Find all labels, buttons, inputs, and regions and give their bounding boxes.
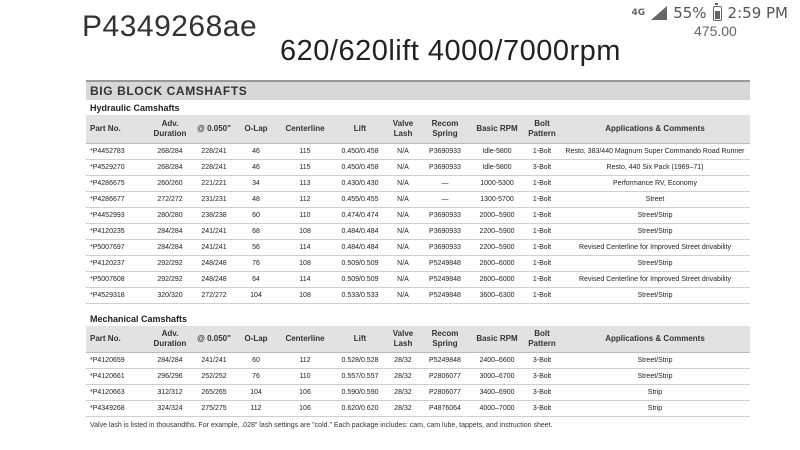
table-cell: 284/284 [148, 239, 192, 255]
table-cell: N/A [386, 159, 420, 175]
table-cell: — [420, 175, 470, 191]
table-cell: 0.455/0.455 [334, 191, 386, 207]
table-cell: 112 [276, 191, 334, 207]
table-cell: 260/260 [148, 175, 192, 191]
mechanical-col-header: @ 0.050" [192, 326, 236, 353]
table-cell: 112 [276, 353, 334, 369]
table-cell: 228/241 [192, 159, 236, 175]
table-cell: 34 [236, 175, 276, 191]
table-cell: Idle-5800 [470, 143, 524, 159]
hydraulic-col-header: O-Lap [236, 115, 276, 143]
table-cell: 272/272 [148, 191, 192, 207]
table-cell: 0.533/0.533 [334, 287, 386, 303]
table-cell: 248/248 [192, 271, 236, 287]
camshaft-catalog [86, 80, 750, 429]
hydraulic-col-header: Valve Lash [386, 115, 420, 143]
table-cell: 108 [276, 287, 334, 303]
part-number-heading: P4349268ae [82, 10, 258, 43]
table-cell: *P4452783 [86, 143, 148, 159]
table-cell: *P4529270 [86, 159, 148, 175]
table-cell: 3-Bolt [524, 385, 560, 401]
table-cell: 56 [236, 239, 276, 255]
table-cell: 1-Bolt [524, 191, 560, 207]
mechanical-col-header: Recom Spring [420, 326, 470, 353]
hydraulic-col-header: Centerline [276, 115, 334, 143]
table-cell: P2806077 [420, 369, 470, 385]
mechanical-section-title: Mechanical Camshafts [90, 313, 188, 324]
table-row [86, 271, 750, 287]
table-cell: Revised Centerline for Improved Street drivability [560, 239, 750, 255]
table-cell: 1-Bolt [524, 207, 560, 223]
table-cell: Idle-5800 [470, 159, 524, 175]
mechanical-col-header: Centerline [276, 326, 334, 353]
table-row [86, 191, 750, 207]
table-cell: 292/292 [148, 255, 192, 271]
table-cell: 284/284 [148, 223, 192, 239]
table-row [86, 207, 750, 223]
table-cell: 104 [236, 287, 276, 303]
table-cell: 3-Bolt [524, 369, 560, 385]
table-row [86, 175, 750, 191]
hydraulic-section-title: Hydraulic Camshafts [90, 103, 180, 113]
table-cell: 108 [276, 255, 334, 271]
table-cell: 241/241 [192, 239, 236, 255]
table-cell: 48 [236, 191, 276, 207]
table-cell: 0.474/0.474 [334, 207, 386, 223]
table-cell: *P5007697 [86, 239, 148, 255]
mechanical-rows [86, 353, 750, 417]
table-cell: N/A [386, 271, 420, 287]
table-row [86, 353, 750, 369]
table-cell: 0.620/0.620 [334, 401, 386, 417]
mechanical-col-header: Adv. Duration [148, 326, 192, 353]
table-cell: 1-Bolt [524, 255, 560, 271]
table-cell: P3690933 [420, 223, 470, 239]
table-cell: 248/248 [192, 255, 236, 271]
hydraulic-col-header: Lift [334, 115, 386, 143]
table-cell: 28/32 [386, 353, 420, 369]
table-cell: 112 [236, 401, 276, 417]
network-type: 4G [631, 7, 646, 18]
table-cell: 3-Bolt [524, 401, 560, 417]
hydraulic-header-row [86, 115, 750, 143]
table-cell: P3690933 [420, 159, 470, 175]
table-cell: 2200–5900 [470, 239, 524, 255]
table-cell: *P5007608 [86, 271, 148, 287]
clock: 2:59 PM [727, 4, 788, 22]
table-cell: 115 [276, 143, 334, 159]
table-cell: 0.528/0.528 [334, 353, 386, 369]
hydraulic-col-header: Basic RPM [470, 115, 524, 143]
table-cell: 1300-5700 [470, 191, 524, 207]
table-cell: 114 [276, 239, 334, 255]
table-cell: N/A [386, 207, 420, 223]
table-cell: 2200–5900 [470, 223, 524, 239]
table-cell: Street/Strip [560, 287, 750, 303]
spec-heading: 620/620lift 4000/7000rpm [280, 35, 621, 67]
table-cell: *P4286675 [86, 175, 148, 191]
table-cell: 106 [276, 385, 334, 401]
hydraulic-col-header: Part No. [86, 115, 148, 143]
table-cell: 104 [236, 385, 276, 401]
table-cell: P5249848 [420, 287, 470, 303]
table-cell: — [420, 191, 470, 207]
footnote: Valve lash is listed in thousandths. For example, .028" lash settings are "cold." Each package includes: cam, cam lube, tappets, and instruction sheet. [90, 422, 553, 429]
table-cell: N/A [386, 191, 420, 207]
mechanical-col-header: Part No. [86, 326, 148, 353]
table-cell: Street/Strip [560, 353, 750, 369]
table-cell: 312/312 [148, 385, 192, 401]
table-cell: Strip [560, 385, 750, 401]
table-cell: 28/32 [386, 401, 420, 417]
table-cell: *P4120235 [86, 223, 148, 239]
mechanical-table [86, 326, 750, 418]
table-cell: N/A [386, 287, 420, 303]
table-cell: *P4452993 [86, 207, 148, 223]
hydraulic-col-header: Adv. Duration [148, 115, 192, 143]
table-cell: 1000-5300 [470, 175, 524, 191]
mechanical-header-row [86, 326, 750, 353]
mechanical-col-header: Applications & Comments [560, 326, 750, 353]
table-cell: *P4529318 [86, 287, 148, 303]
hydraulic-col-header: Recom Spring [420, 115, 470, 143]
table-cell: Street/Strip [560, 255, 750, 271]
table-cell: 284/284 [148, 353, 192, 369]
table-cell: 3600–6300 [470, 287, 524, 303]
table-cell: Revised Centerline for Improved Street drivability [560, 271, 750, 287]
table-cell: Street [560, 191, 750, 207]
table-cell: 0.557/0.557 [334, 369, 386, 385]
table-cell: 64 [236, 271, 276, 287]
table-cell: P3690933 [420, 239, 470, 255]
hydraulic-col-header: @ 0.050" [192, 115, 236, 143]
table-cell: 0.509/0.509 [334, 255, 386, 271]
table-cell: 0.430/0.430 [334, 175, 386, 191]
table-cell: N/A [386, 175, 420, 191]
table-cell: 0.590/0.590 [334, 385, 386, 401]
table-cell: 113 [276, 175, 334, 191]
table-cell: Street/Strip [560, 369, 750, 385]
table-cell: 0.484/0.484 [334, 239, 386, 255]
mechanical-col-header: O-Lap [236, 326, 276, 353]
table-cell: *P4120661 [86, 369, 148, 385]
table-cell: P4876064 [420, 401, 470, 417]
table-cell: 46 [236, 159, 276, 175]
table-cell: P5249848 [420, 353, 470, 369]
table-row [86, 401, 750, 417]
table-row [86, 239, 750, 255]
table-cell: 272/272 [192, 287, 236, 303]
table-cell: 221/221 [192, 175, 236, 191]
table-cell: 1-Bolt [524, 271, 560, 287]
table-cell: 2400–6600 [470, 353, 524, 369]
table-cell: 320/320 [148, 287, 192, 303]
table-cell: 241/241 [192, 353, 236, 369]
table-cell: 1-Bolt [524, 287, 560, 303]
table-row [86, 255, 750, 271]
table-cell: 28/32 [386, 385, 420, 401]
table-cell: 110 [276, 207, 334, 223]
table-cell: *P4120663 [86, 385, 148, 401]
table-cell: P5249848 [420, 255, 470, 271]
table-cell: 76 [236, 369, 276, 385]
table-cell: 2600–6000 [470, 255, 524, 271]
table-cell: 280/280 [148, 207, 192, 223]
catalog-title: BIG BLOCK CAMSHAFTS [86, 80, 750, 100]
table-cell: 3400–6900 [470, 385, 524, 401]
table-cell: 228/241 [192, 143, 236, 159]
table-cell: 268/284 [148, 159, 192, 175]
table-cell: N/A [386, 143, 420, 159]
table-cell: 1-Bolt [524, 175, 560, 191]
mechanical-col-header: Basic RPM [470, 326, 524, 353]
table-cell: 0.484/0.484 [334, 223, 386, 239]
table-cell: Street/Strip [560, 223, 750, 239]
table-cell: N/A [386, 239, 420, 255]
table-cell: 3-Bolt [524, 159, 560, 175]
table-cell: N/A [386, 255, 420, 271]
table-row [86, 369, 750, 385]
table-cell: 0.509/0.509 [334, 271, 386, 287]
table-cell: P3690933 [420, 143, 470, 159]
table-cell: P5249848 [420, 271, 470, 287]
table-row [86, 385, 750, 401]
hydraulic-rows [86, 143, 750, 303]
table-row [86, 287, 750, 303]
table-cell: 231/231 [192, 191, 236, 207]
table-cell: 114 [276, 271, 334, 287]
table-cell: 4000–7000 [470, 401, 524, 417]
mechanical-col-header: Bolt Pattern [524, 326, 560, 353]
table-cell: 292/292 [148, 271, 192, 287]
table-cell: 1-Bolt [524, 223, 560, 239]
table-cell: Resto, 383/440 Magnum Super Commando Road Runner [560, 143, 750, 159]
table-cell: 60 [236, 353, 276, 369]
table-cell: 268/284 [148, 143, 192, 159]
table-cell: 3-Bolt [524, 353, 560, 369]
table-cell: 2000–5900 [470, 207, 524, 223]
mechanical-col-header: Lift [334, 326, 386, 353]
table-row [86, 143, 750, 159]
table-cell: 108 [276, 223, 334, 239]
mechanical-col-header: Valve Lash [386, 326, 420, 353]
hydraulic-table [86, 115, 750, 304]
table-cell: P3690933 [420, 207, 470, 223]
table-cell: 275/275 [192, 401, 236, 417]
table-cell: N/A [386, 223, 420, 239]
table-cell: 0.450/0.458 [334, 143, 386, 159]
table-cell: *P4120237 [86, 255, 148, 271]
table-cell: 241/241 [192, 223, 236, 239]
table-cell: 324/324 [148, 401, 192, 417]
table-cell: 60 [236, 207, 276, 223]
table-cell: Strip [560, 401, 750, 417]
table-cell: 3000–6700 [470, 369, 524, 385]
table-cell: 106 [276, 401, 334, 417]
table-cell: 238/238 [192, 207, 236, 223]
hydraulic-col-header: Applications & Comments [560, 115, 750, 143]
table-cell: 76 [236, 255, 276, 271]
table-cell: 28/32 [386, 369, 420, 385]
table-cell: 0.450/0.458 [334, 159, 386, 175]
table-cell: 1-Bolt [524, 239, 560, 255]
table-cell: 68 [236, 223, 276, 239]
table-row [86, 223, 750, 239]
table-row [86, 159, 750, 175]
table-cell: *P4286677 [86, 191, 148, 207]
table-cell: 296/296 [148, 369, 192, 385]
table-cell: 110 [276, 369, 334, 385]
hydraulic-col-header: Bolt Pattern [524, 115, 560, 143]
table-cell: P2806077 [420, 385, 470, 401]
table-cell: 115 [276, 159, 334, 175]
battery-percent: 55% [673, 4, 707, 22]
table-cell: 2600–6000 [470, 271, 524, 287]
table-cell: *P4349268 [86, 401, 148, 417]
table-cell: 265/265 [192, 385, 236, 401]
table-cell: 252/252 [192, 369, 236, 385]
table-cell: *P4120659 [86, 353, 148, 369]
table-cell: Resto, 440 Six Pack (1969–71) [560, 159, 750, 175]
table-cell: Street/Strip [560, 207, 750, 223]
table-cell: Performance RV, Economy [560, 175, 750, 191]
corner-number: 475.00 [694, 23, 737, 39]
table-cell: 46 [236, 143, 276, 159]
table-cell: 1-Bolt [524, 143, 560, 159]
